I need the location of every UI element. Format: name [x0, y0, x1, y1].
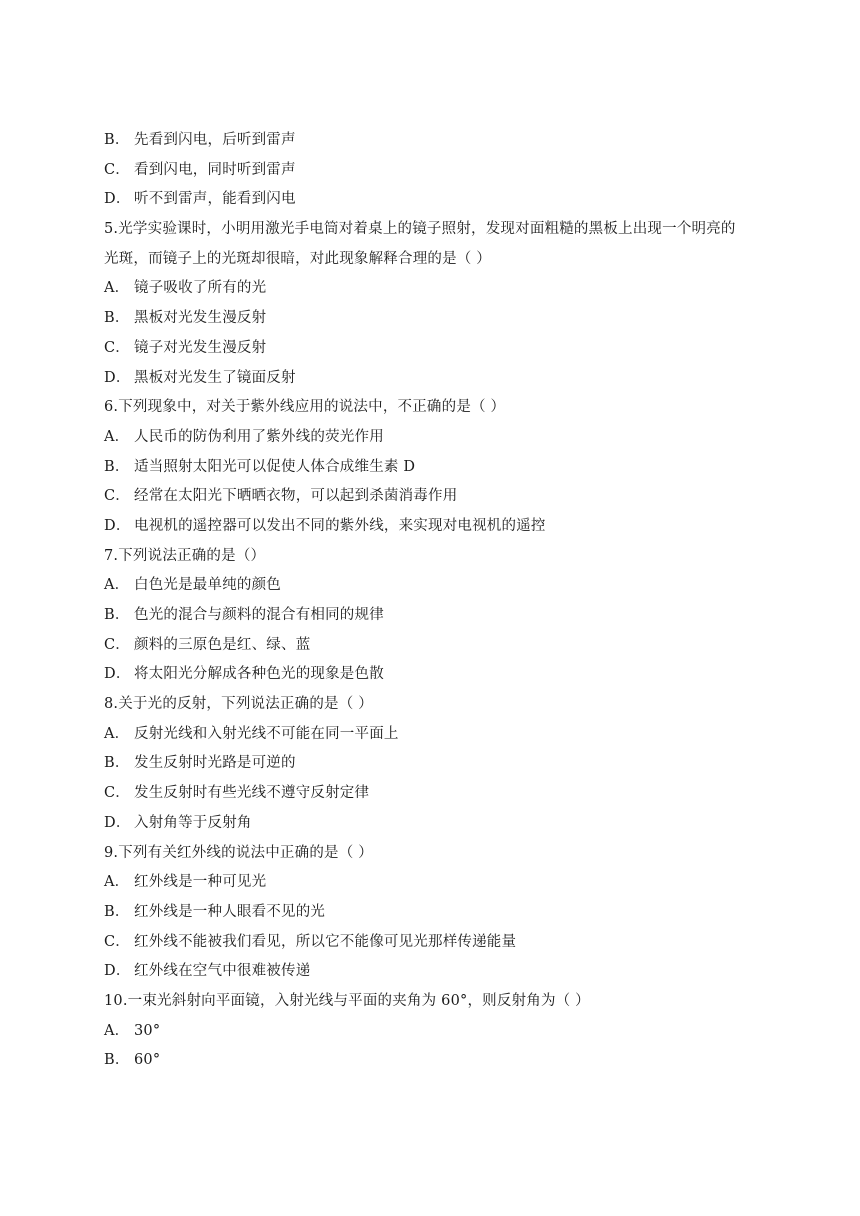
option-letter: C． — [104, 488, 130, 505]
option-line — [104, 453, 764, 483]
option-line — [104, 660, 764, 690]
question-line: 5.光学实验课时，小明用激光手电筒对着桌上的镜子照射，发现对面粗糙的黑板上出现一个明亮的 — [104, 221, 736, 238]
option-letter: C． — [104, 933, 130, 950]
option-text: 60° — [134, 1052, 161, 1069]
option-letter: A． — [104, 874, 130, 891]
question-line: 8.关于光的反射，下列说法正确的是（ ） — [104, 696, 373, 713]
option-letter: B． — [104, 903, 130, 920]
option-line — [104, 720, 764, 750]
option-letter: C． — [104, 785, 130, 802]
option-line — [104, 957, 764, 987]
option-letter: D． — [104, 517, 131, 534]
option-line — [104, 809, 764, 839]
option-text: 黑板对光发生漫反射 — [134, 310, 267, 327]
option-line — [104, 749, 764, 779]
option-text: 听不到雷声，能看到闪电 — [134, 191, 296, 208]
option-letter: B． — [104, 458, 130, 475]
question-line: 光斑，而镜子上的光斑却很暗，对此现象解释合理的是（ ） — [104, 250, 492, 267]
option-letter: B． — [104, 607, 130, 623]
option-letter: B． — [104, 1052, 130, 1069]
option-text: 红外线不能被我们看见，所以它不能像可见光那样传递能量 — [134, 933, 517, 950]
option-letter: B． — [104, 310, 130, 327]
option-line — [104, 156, 764, 186]
option-letter: D． — [104, 814, 131, 831]
option-text: 色光的混合与颜料的混合有相同的规律 — [134, 607, 384, 623]
option-letter: C． — [104, 339, 130, 356]
option-line — [104, 185, 764, 215]
question-line: 6.下列现象中，对关于紫外线应用的说法中，不正确的是（ ） — [104, 399, 506, 416]
option-letter: A． — [104, 725, 130, 742]
question-line: 10.一束光斜射向平面镜，入射光线与平面的夹角为 60°，则反射角为（ ） — [104, 992, 590, 1009]
option-text: 先看到闪电，后听到雷声 — [134, 132, 296, 148]
option-text: 人民币的防伪利用了紫外线的荧光作用 — [134, 428, 384, 445]
option-line — [104, 304, 764, 334]
option-line — [104, 423, 764, 453]
option-text: 30° — [134, 1022, 161, 1039]
option-line — [104, 928, 764, 958]
option-line — [104, 601, 764, 631]
option-line — [104, 779, 764, 809]
option-text: 适当照射太阳光可以促使人体合成维生素 D — [134, 458, 416, 475]
option-letter: D． — [104, 191, 131, 208]
option-text: 红外线在空气中很难被传递 — [134, 963, 311, 980]
option-text: 将太阳光分解成各种色光的现象是色散 — [134, 666, 384, 683]
option-text: 经常在太阳光下晒晒衣物，可以起到杀菌消毒作用 — [134, 488, 458, 505]
question-line: 7.下列说法正确的是（） — [104, 547, 266, 564]
option-text: 黑板对光发生了镜面反射 — [134, 369, 296, 386]
option-text: 反射光线和入射光线不可能在同一平面上 — [134, 725, 399, 742]
option-line — [104, 1046, 764, 1076]
exam-content — [104, 126, 764, 1076]
option-text: 发生反射时光路是可逆的 — [134, 755, 296, 772]
option-line — [104, 274, 764, 304]
option-text: 红外线是一种可见光 — [134, 874, 267, 891]
option-letter: A． — [104, 1022, 130, 1039]
option-line — [104, 482, 764, 512]
option-text: 电视机的遥控器可以发出不同的紫外线，来实现对电视机的遥控 — [134, 517, 546, 534]
option-line — [104, 631, 764, 661]
option-letter: A． — [104, 428, 130, 445]
option-letter: A． — [104, 577, 130, 594]
option-text: 白色光是最单纯的颜色 — [134, 577, 281, 594]
option-line — [104, 1017, 764, 1047]
option-letter: C． — [104, 636, 130, 653]
option-letter: B． — [104, 755, 130, 772]
option-line — [104, 868, 764, 898]
option-letter: B． — [104, 132, 130, 148]
option-letter: D． — [104, 666, 131, 683]
option-text: 镜子吸收了所有的光 — [134, 280, 267, 297]
option-line — [104, 898, 764, 928]
option-text: 发生反射时有些光线不遵守反射定律 — [134, 785, 370, 802]
option-letter: A． — [104, 280, 130, 297]
option-letter: C． — [104, 161, 130, 178]
option-letter: D． — [104, 963, 131, 980]
option-line — [104, 364, 764, 394]
option-line — [104, 571, 764, 601]
option-text: 看到闪电，同时听到雷声 — [134, 161, 296, 178]
option-line — [104, 334, 764, 364]
option-text: 入射角等于反射角 — [134, 814, 252, 831]
option-letter: D． — [104, 369, 131, 386]
option-text: 镜子对光发生漫反射 — [134, 339, 267, 356]
option-line — [104, 512, 764, 542]
option-text: 颜料的三原色是红、绿、蓝 — [134, 636, 311, 653]
question-line: 9.下列有关红外线的说法中正确的是（ ） — [104, 844, 373, 861]
option-text: 红外线是一种人眼看不见的光 — [134, 903, 326, 920]
option-line — [104, 126, 764, 156]
